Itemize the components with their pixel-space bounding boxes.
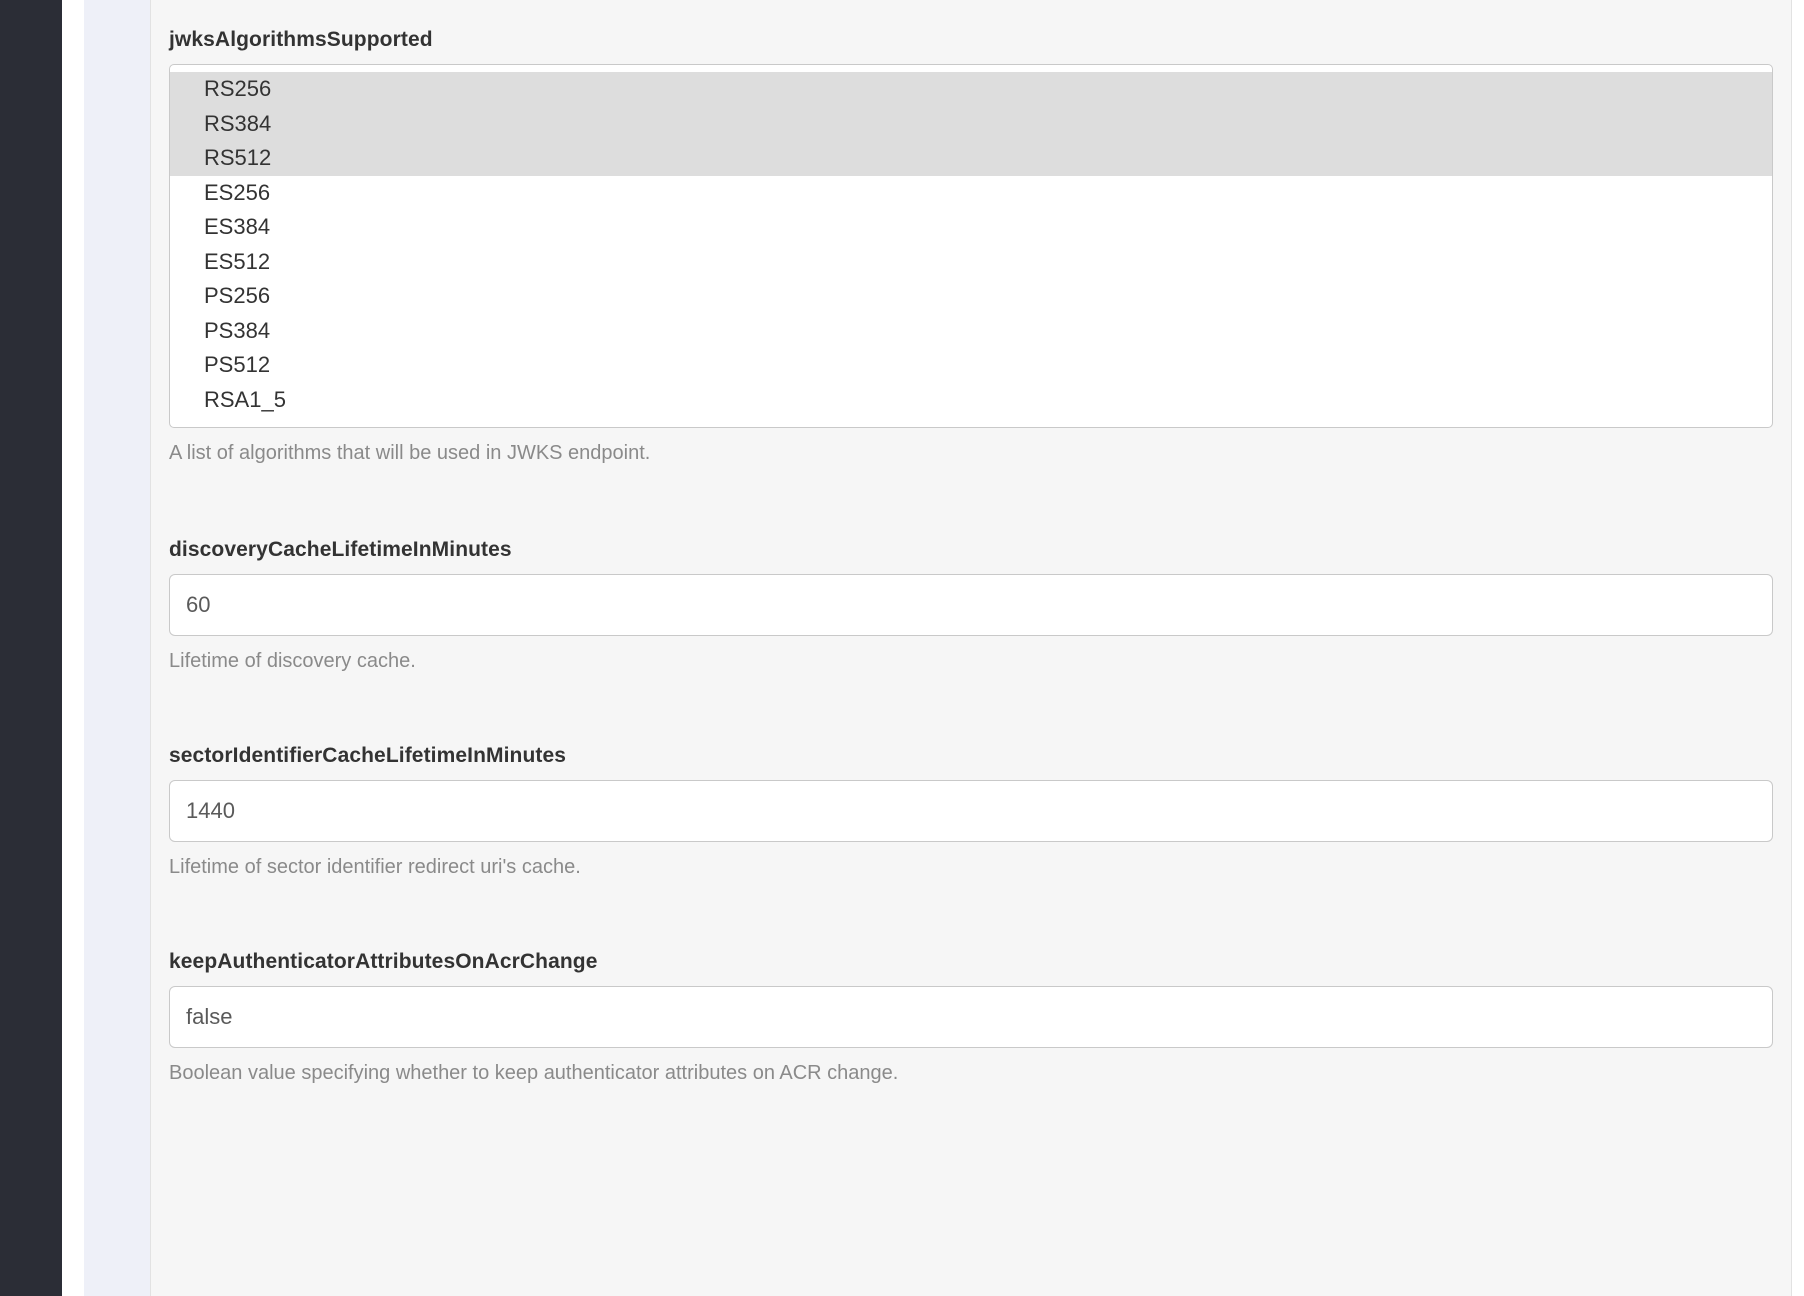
field-keep-authenticator-attributes	[169, 950, 1773, 1086]
secondary-navigation-rail	[84, 0, 150, 1296]
rail-gap	[62, 0, 84, 1296]
field-label-jwks-algorithms-supported: jwksAlgorithmsSupported	[169, 28, 433, 51]
field-separator	[169, 880, 1773, 950]
jwks-algorithms-multiselect[interactable]	[169, 64, 1773, 428]
list-item[interactable]: RSA1_5	[204, 386, 286, 412]
right-edge-spacer	[1792, 0, 1804, 1296]
discovery-cache-lifetime-input[interactable]	[169, 574, 1773, 636]
list-item[interactable]: RS256	[170, 72, 1772, 107]
field-separator	[169, 674, 1773, 744]
field-help-discovery-cache-lifetime: Lifetime of discovery cache.	[169, 650, 416, 672]
list-item[interactable]: ES512	[204, 248, 271, 274]
field-label-sector-identifier-cache-lifetime: sectorIdentifierCacheLifetimeInMinutes	[169, 744, 567, 767]
list-item[interactable]: RS512	[170, 141, 1772, 176]
field-discovery-cache-lifetime	[169, 538, 1773, 674]
field-label-discovery-cache-lifetime: discoveryCacheLifetimeInMinutes	[169, 538, 512, 561]
list-item[interactable]: ES384	[204, 214, 271, 239]
field-help-keep-authenticator-attributes: Boolean value specifying whether to keep authenticator attributes on ACR change.	[169, 1062, 899, 1084]
keep-authenticator-attributes-input[interactable]	[169, 986, 1773, 1048]
sector-identifier-cache-lifetime-input[interactable]	[169, 780, 1773, 842]
multiselect-bottom-padding	[170, 417, 1772, 427]
field-separator	[169, 466, 1773, 538]
list-item[interactable]: RS384	[170, 107, 1772, 142]
top-spacer	[169, 0, 1773, 28]
multiselect-top-padding	[170, 65, 1772, 72]
list-item[interactable]: ES256	[204, 179, 271, 205]
left-navigation-rail	[0, 0, 62, 1296]
field-help-jwks-algorithms-supported: A list of algorithms that will be used in JWKS endpoint.	[169, 442, 651, 464]
field-sector-identifier-cache-lifetime	[169, 744, 1773, 880]
field-jwks-algorithms-supported	[169, 28, 1773, 466]
field-help-sector-identifier-cache-lifetime: Lifetime of sector identifier redirect uri's cache.	[169, 856, 581, 878]
list-item[interactable]: PS384	[204, 317, 271, 343]
settings-form-panel	[150, 0, 1792, 1296]
list-item[interactable]: PS256	[204, 283, 271, 308]
list-item[interactable]: PS512	[204, 352, 271, 377]
field-label-keep-authenticator-attributes: keepAuthenticatorAttributesOnAcrChange	[169, 950, 598, 973]
